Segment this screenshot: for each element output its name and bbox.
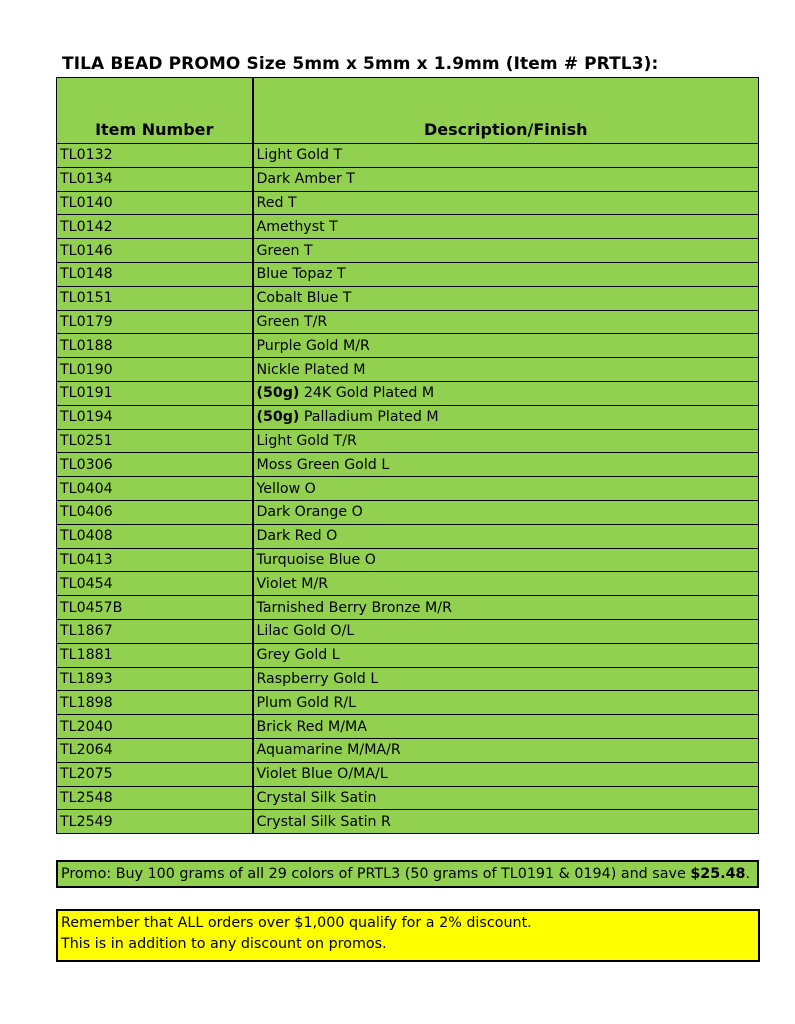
description-cell [253, 358, 759, 382]
weight-prefix: (50g) [256, 409, 300, 426]
item-number-cell: TL0406 [57, 500, 253, 524]
discount-notice [56, 909, 760, 962]
item-number-cell: TL0190 [57, 358, 253, 382]
item-number-cell: TL0132 [57, 144, 253, 168]
table-row [57, 286, 759, 310]
description-text: Brick Red M/MA [256, 718, 367, 735]
description-cell [253, 762, 759, 786]
table-row [57, 667, 759, 691]
description-cell [253, 810, 759, 834]
page-title: TILA BEAD PROMO Size 5mm x 5mm x 1.9mm (Item # PRTL3): [62, 54, 659, 74]
description-text: Purple Gold M/R [256, 337, 370, 354]
description-text: Dark Orange O [256, 504, 363, 521]
description-text: Aquamarine M/MA/R [256, 742, 401, 759]
description-cell [253, 381, 759, 405]
description-text: Green T/R [256, 313, 328, 330]
description-text: Palladium Plated M [299, 409, 439, 426]
description-cell [253, 144, 759, 168]
table-row [57, 334, 759, 358]
description-cell [253, 667, 759, 691]
description-cell [253, 286, 759, 310]
item-number-cell: TL1898 [57, 691, 253, 715]
description-text: Yellow O [256, 480, 316, 497]
table-row [57, 381, 759, 405]
table-row [57, 810, 759, 834]
item-number-cell: TL2064 [57, 738, 253, 762]
description-cell [253, 215, 759, 239]
item-table [56, 77, 759, 834]
table-header-row [57, 78, 759, 144]
description-cell [253, 548, 759, 572]
item-number-cell: TL2548 [57, 786, 253, 810]
item-number-cell: TL0251 [57, 429, 253, 453]
item-number-cell: TL0194 [57, 405, 253, 429]
description-cell [253, 453, 759, 477]
item-number-cell: TL0146 [57, 239, 253, 263]
description-text: Crystal Silk Satin R [256, 813, 391, 830]
description-cell [253, 239, 759, 263]
description-text: Red T [256, 194, 297, 211]
description-cell [253, 786, 759, 810]
item-number-cell: TL0140 [57, 191, 253, 215]
description-text: Light Gold T [256, 147, 343, 164]
description-cell [253, 310, 759, 334]
table-row [57, 358, 759, 382]
item-number-cell: TL0142 [57, 215, 253, 239]
description-cell [253, 262, 759, 286]
description-text: Raspberry Gold L [256, 670, 379, 687]
notice-line-1: Remember that ALL orders over $1,000 qualify for a 2% discount. [61, 915, 532, 931]
item-number-cell: TL0188 [57, 334, 253, 358]
description-text: Moss Green Gold L [256, 456, 390, 473]
notice-line-2: This is in addition to any discount on promos. [61, 936, 387, 952]
item-number-cell: TL0191 [57, 381, 253, 405]
description-text: Crystal Silk Satin [256, 789, 377, 806]
description-cell [253, 477, 759, 501]
promo-savings-amount: $25.48 [690, 866, 746, 882]
item-number-cell: TL1881 [57, 643, 253, 667]
table-row [57, 405, 759, 429]
item-number-cell: TL0179 [57, 310, 253, 334]
description-text: Lilac Gold O/L [256, 623, 355, 640]
table-row [57, 738, 759, 762]
promo-text: Promo: Buy 100 grams of all 29 colors of PRTL3 (50 grams of TL0191 & 0194) and save [61, 866, 691, 882]
description-cell [253, 643, 759, 667]
description-cell [253, 191, 759, 215]
table-row [57, 596, 759, 620]
table-row [57, 500, 759, 524]
header-item-number: Item Number [57, 78, 253, 144]
description-text: Dark Red O [256, 528, 338, 545]
description-text: Light Gold T/R [256, 432, 357, 449]
item-number-cell: TL0148 [57, 262, 253, 286]
item-number-cell: TL0408 [57, 524, 253, 548]
table-row [57, 239, 759, 263]
table-row [57, 477, 759, 501]
description-text: Plum Gold R/L [256, 694, 356, 711]
description-text: Green T [256, 242, 313, 259]
description-text: Blue Topaz T [256, 266, 346, 283]
item-number-cell: TL2075 [57, 762, 253, 786]
description-cell [253, 572, 759, 596]
description-text: Dark Amber T [256, 171, 355, 188]
item-number-cell: TL1893 [57, 667, 253, 691]
description-text: Cobalt Blue T [256, 290, 352, 307]
description-cell [253, 405, 759, 429]
description-text: Violet Blue O/MA/L [256, 766, 388, 783]
description-cell [253, 691, 759, 715]
table-row [57, 191, 759, 215]
table-row [57, 262, 759, 286]
description-cell [253, 524, 759, 548]
item-number-cell: TL2040 [57, 715, 253, 739]
table-row [57, 144, 759, 168]
description-cell [253, 500, 759, 524]
item-number-cell: TL0457B [57, 596, 253, 620]
description-text: Amethyst T [256, 218, 338, 235]
table-row [57, 691, 759, 715]
table-row [57, 762, 759, 786]
item-number-cell: TL0151 [57, 286, 253, 310]
table-row [57, 453, 759, 477]
table-body [57, 144, 759, 834]
description-cell [253, 619, 759, 643]
table-row [57, 643, 759, 667]
promo-period: . [745, 866, 751, 882]
description-text: Violet M/R [256, 575, 329, 592]
description-text: Tarnished Berry Bronze M/R [256, 599, 452, 616]
item-number-cell: TL0306 [57, 453, 253, 477]
header-description: Description/Finish [253, 78, 759, 144]
description-cell [253, 334, 759, 358]
weight-prefix: (50g) [256, 385, 300, 402]
table-row [57, 572, 759, 596]
table-row [57, 167, 759, 191]
table-row [57, 715, 759, 739]
item-number-cell: TL0454 [57, 572, 253, 596]
table-row [57, 619, 759, 643]
table-row [57, 215, 759, 239]
description-cell [253, 596, 759, 620]
item-number-cell: TL0413 [57, 548, 253, 572]
table-row [57, 548, 759, 572]
promo-banner [56, 860, 759, 888]
table-row [57, 429, 759, 453]
item-number-cell: TL2549 [57, 810, 253, 834]
description-text: Nickle Plated M [256, 361, 366, 378]
description-text: Turquoise Blue O [256, 551, 376, 568]
description-cell [253, 738, 759, 762]
table-row [57, 310, 759, 334]
description-text: 24K Gold Plated M [299, 385, 435, 402]
table-row [57, 786, 759, 810]
description-text: Grey Gold L [256, 647, 340, 664]
table-row [57, 524, 759, 548]
description-cell [253, 429, 759, 453]
description-cell [253, 715, 759, 739]
item-number-cell: TL0134 [57, 167, 253, 191]
item-number-cell: TL0404 [57, 477, 253, 501]
description-cell [253, 167, 759, 191]
item-number-cell: TL1867 [57, 619, 253, 643]
